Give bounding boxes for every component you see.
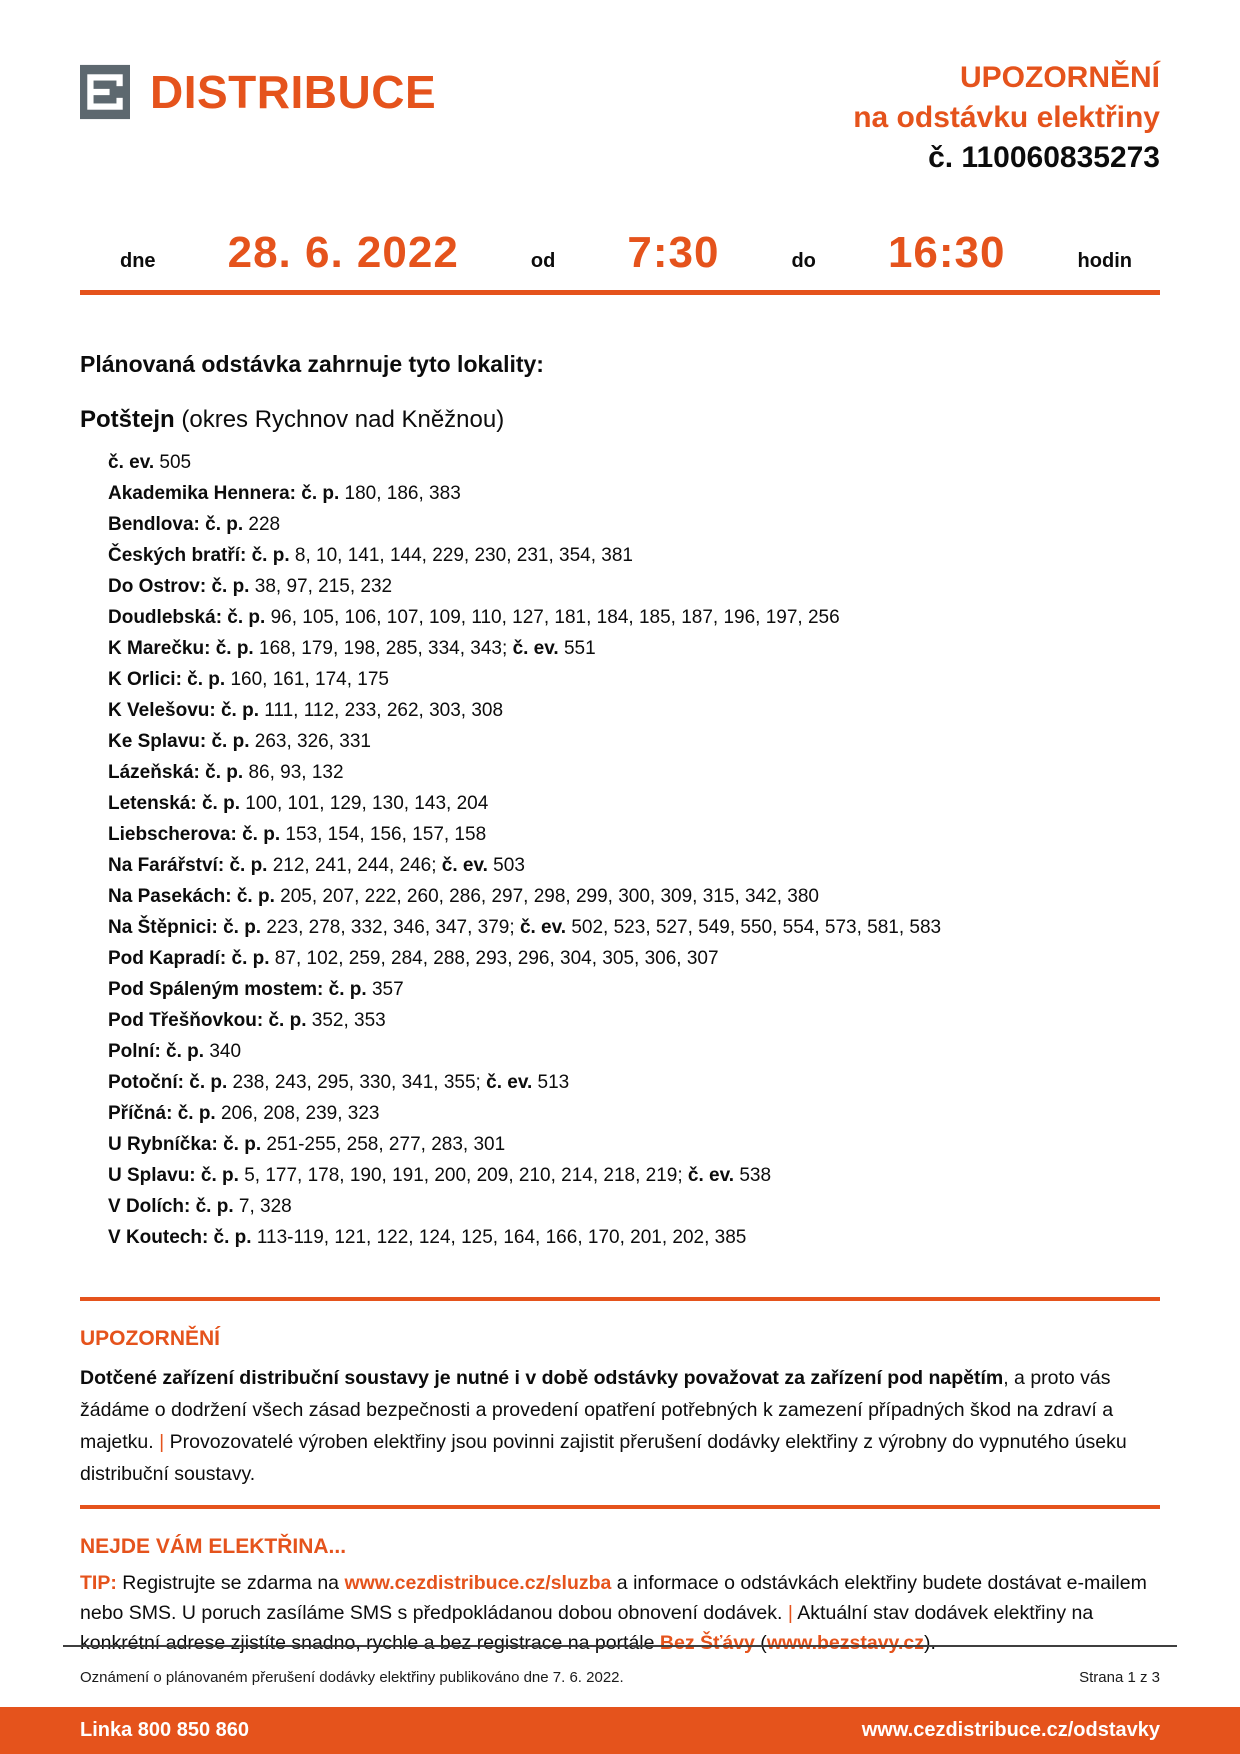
bold-text: Českých bratří: č. p. (108, 545, 290, 566)
street-line (108, 912, 1160, 943)
hours-label: hodin (1077, 250, 1132, 272)
bold-text: K Orlici: č. p. (108, 669, 226, 690)
street-line (108, 633, 1160, 664)
bold-text: č. ev. (108, 452, 155, 473)
text: Provozovatelé výroben elektřiny jsou povinni zajistit přerušení dodávky elektřiny z výrobny do vypnutého úseku distribuční soustavy. (80, 1431, 1127, 1485)
text: 8, 10, 141, 144, 229, 230, 231, 354, 381 (289, 545, 633, 566)
plan-heading: Plánovaná odstávka zahrnuje tyto lokality: (80, 351, 544, 377)
bold-text: Polní: č. p. (108, 1041, 205, 1062)
text: 206, 208, 239, 323 (215, 1103, 380, 1124)
bold-text: Na Pasekách: č. p. (108, 886, 275, 907)
bold-text: č. ev. (687, 1165, 735, 1186)
text: 96, 105, 106, 107, 109, 110, 127, 181, 184, 185, 187, 196, 197, 256 (265, 607, 840, 628)
text: 503 (487, 855, 525, 876)
text: 160, 161, 174, 175 (225, 669, 389, 690)
text: a informace o odstávkách elektřiny budete dostávat e-mailem nebo SMS. U poruch zasíláme SMS s předpokládanou dobou obnovení dodávek. (80, 1572, 1147, 1624)
bold-text: č. ev. (486, 1072, 533, 1093)
bold-text: V Koutech: č. p. (108, 1227, 252, 1248)
text: 263, 326, 331 (249, 731, 371, 752)
street-line (108, 478, 1160, 509)
bold-text: U Rybníčka: č. p. (108, 1134, 262, 1155)
bold-text: Pod Spáleným mostem: č. p. (108, 979, 367, 1000)
street-line (108, 1222, 1160, 1253)
cez-logo-icon (80, 64, 130, 120)
bold-text: Potoční: č. p. (108, 1072, 228, 1093)
bold-text: Do Ostrov: č. p. (108, 576, 250, 597)
text: 38, 97, 215, 232 (249, 576, 393, 597)
street-line (108, 1005, 1160, 1036)
street-line (108, 757, 1160, 788)
text: 551 (558, 638, 596, 659)
notice-number: č. 110060835273 (928, 141, 1160, 174)
text: 86, 93, 132 (243, 762, 344, 783)
street-line (108, 509, 1160, 540)
street-line (108, 1160, 1160, 1191)
section-divider (80, 1297, 1160, 1301)
support-phone: Linka 800 850 860 (80, 1719, 250, 1741)
text: 357 (366, 979, 404, 1000)
text: 113-119, 121, 122, 124, 125, 164, 166, 170, 201, 202, 385 (251, 1227, 747, 1248)
section-divider (80, 1505, 1160, 1509)
street-line (108, 788, 1160, 819)
street-line (108, 1129, 1160, 1160)
bold-text: Ke Splavu: č. p. (108, 731, 250, 752)
bold-text: Akademika Hennera: č. p. (108, 483, 340, 504)
bold-text: K Marečku: č. p. (108, 638, 254, 659)
to-time: 16:30 (887, 228, 1006, 277)
bold-text: Lázeňská: č. p. (108, 762, 244, 783)
street-line (108, 1098, 1160, 1129)
bold-text: č. ev. (441, 855, 488, 876)
orange-bold-text: TIP: (80, 1572, 117, 1594)
text: 5, 177, 178, 190, 191, 200, 209, 210, 214, 218, 219; (238, 1165, 688, 1186)
text: 505 (154, 452, 192, 473)
text: Registrujte se zdarma na (116, 1572, 345, 1594)
street-line (108, 819, 1160, 850)
schedule-row (80, 228, 1160, 295)
footer-bar (0, 1707, 1240, 1754)
text: 212, 241, 244, 246; (267, 855, 442, 876)
outages-url[interactable]: www.cezdistribuce.cz/odstavky (861, 1719, 1160, 1741)
bold-text: Na Farářství: č. p. (108, 855, 268, 876)
warning-text (80, 1362, 1160, 1490)
bold-text: Na Štěpnici: č. p. (108, 917, 262, 938)
notice-titles (853, 58, 1160, 178)
brand-name: DISTRIBUCE (150, 66, 437, 118)
link[interactable]: Bez Šťávy (659, 1632, 755, 1654)
text: ( (754, 1632, 767, 1654)
text: 251-255, 258, 277, 283, 301 (261, 1134, 506, 1155)
bold-text: K Velešovu: č. p. (108, 700, 259, 721)
bold-text: Příčná: č. p. (108, 1103, 216, 1124)
text: , a proto vás žádáme o dodržení všech zásad bezpečnosti a provedení opatření potřebných k zamezení případných škod na zdraví a majetku. (80, 1367, 1114, 1453)
footer-note: Oznámení o plánovaném přerušení dodávky elektřiny publikováno dne 7. 6. 2022. (80, 1668, 624, 1686)
separator: | (159, 1431, 165, 1453)
street-line (108, 602, 1160, 633)
street-line (108, 447, 1160, 478)
page-number: Strana 1 z 3 (1079, 1668, 1160, 1686)
text: 205, 207, 222, 260, 286, 297, 298, 299, 300, 309, 315, 342, 380 (274, 886, 819, 907)
text: 538 (734, 1165, 772, 1186)
to-label: do (791, 250, 816, 272)
link[interactable]: www.cezdistribuce.cz/sluzba (344, 1572, 612, 1594)
outage-date: 28. 6. 2022 (227, 228, 459, 277)
street-line (108, 571, 1160, 602)
from-time: 7:30 (627, 228, 720, 277)
bold-text: Doudlebská: č. p. (108, 607, 266, 628)
date-label: dne (120, 250, 156, 272)
text: ). (923, 1632, 936, 1654)
street-line (108, 850, 1160, 881)
bold-text: č. ev. (512, 638, 559, 659)
text: 100, 101, 129, 130, 143, 204 (240, 793, 489, 814)
text: 111, 112, 233, 262, 303, 308 (259, 700, 504, 721)
text: Aktuální stav dodávek elektřiny na konkrétní adrese zjistíte snadno, rychle a bez registrace na portále (80, 1602, 1094, 1654)
text: 502, 523, 527, 549, 550, 554, 573, 581, 583 (566, 917, 942, 938)
text: 340 (204, 1041, 242, 1062)
text: 223, 278, 332, 346, 347, 379; (261, 917, 520, 938)
street-line (108, 1067, 1160, 1098)
street-line (108, 1191, 1160, 1222)
street-line (108, 1036, 1160, 1067)
locality-name: Potštejn (80, 406, 175, 433)
street-line (108, 695, 1160, 726)
street-line (108, 881, 1160, 912)
bold-text: Liebscherova: č. p. (108, 824, 281, 845)
warning-heading: UPOZORNĚNÍ (80, 1327, 221, 1350)
from-label: od (530, 250, 556, 272)
bold-text: č. ev. (519, 917, 567, 938)
text: 153, 154, 156, 157, 158 (280, 824, 487, 845)
bold-text: U Splavu: č. p. (108, 1165, 239, 1186)
text: 168, 179, 198, 285, 334, 343; (253, 638, 513, 659)
header (80, 0, 1160, 178)
footer-meta (63, 1645, 1177, 1707)
street-line (108, 974, 1160, 1005)
bold-text: V Dolích: č. p. (108, 1196, 234, 1217)
notice-title: UPOZORNĚNÍ (959, 61, 1160, 94)
street-line (108, 726, 1160, 757)
bold-text: Letenská: č. p. (108, 793, 240, 814)
street-line (108, 540, 1160, 571)
text: 513 (532, 1072, 570, 1093)
text: 180, 186, 383 (339, 483, 461, 504)
street-line (108, 664, 1160, 695)
text: 228 (243, 514, 281, 535)
text: 352, 353 (306, 1010, 386, 1031)
locality-line (80, 406, 1160, 434)
street-list (108, 447, 1160, 1253)
text: 7, 328 (233, 1196, 292, 1217)
text: 238, 243, 295, 330, 341, 355; (227, 1072, 487, 1093)
tip-heading: NEJDE VÁM ELEKTŘINA... (80, 1535, 347, 1558)
bold-text: Dotčené zařízení distribuční soustavy je nutné i v době odstávky považovat za zařízení pod napětím (80, 1367, 1004, 1389)
notice-subtitle: na odstávku elektřiny (853, 101, 1160, 134)
bold-text: Bendlova: č. p. (108, 514, 244, 535)
separator: | (787, 1602, 793, 1624)
street-line (108, 943, 1160, 974)
locality-district: (okres Rychnov nad Kněžnou) (174, 406, 505, 433)
bold-text: Pod Kapradí: č. p. (108, 948, 270, 969)
text: 87, 102, 259, 284, 288, 293, 296, 304, 305, 306, 307 (269, 948, 719, 969)
brand (80, 64, 436, 120)
bold-text: Pod Třešňovkou: č. p. (108, 1010, 307, 1031)
link[interactable]: www.bezstavy.cz (766, 1632, 924, 1654)
